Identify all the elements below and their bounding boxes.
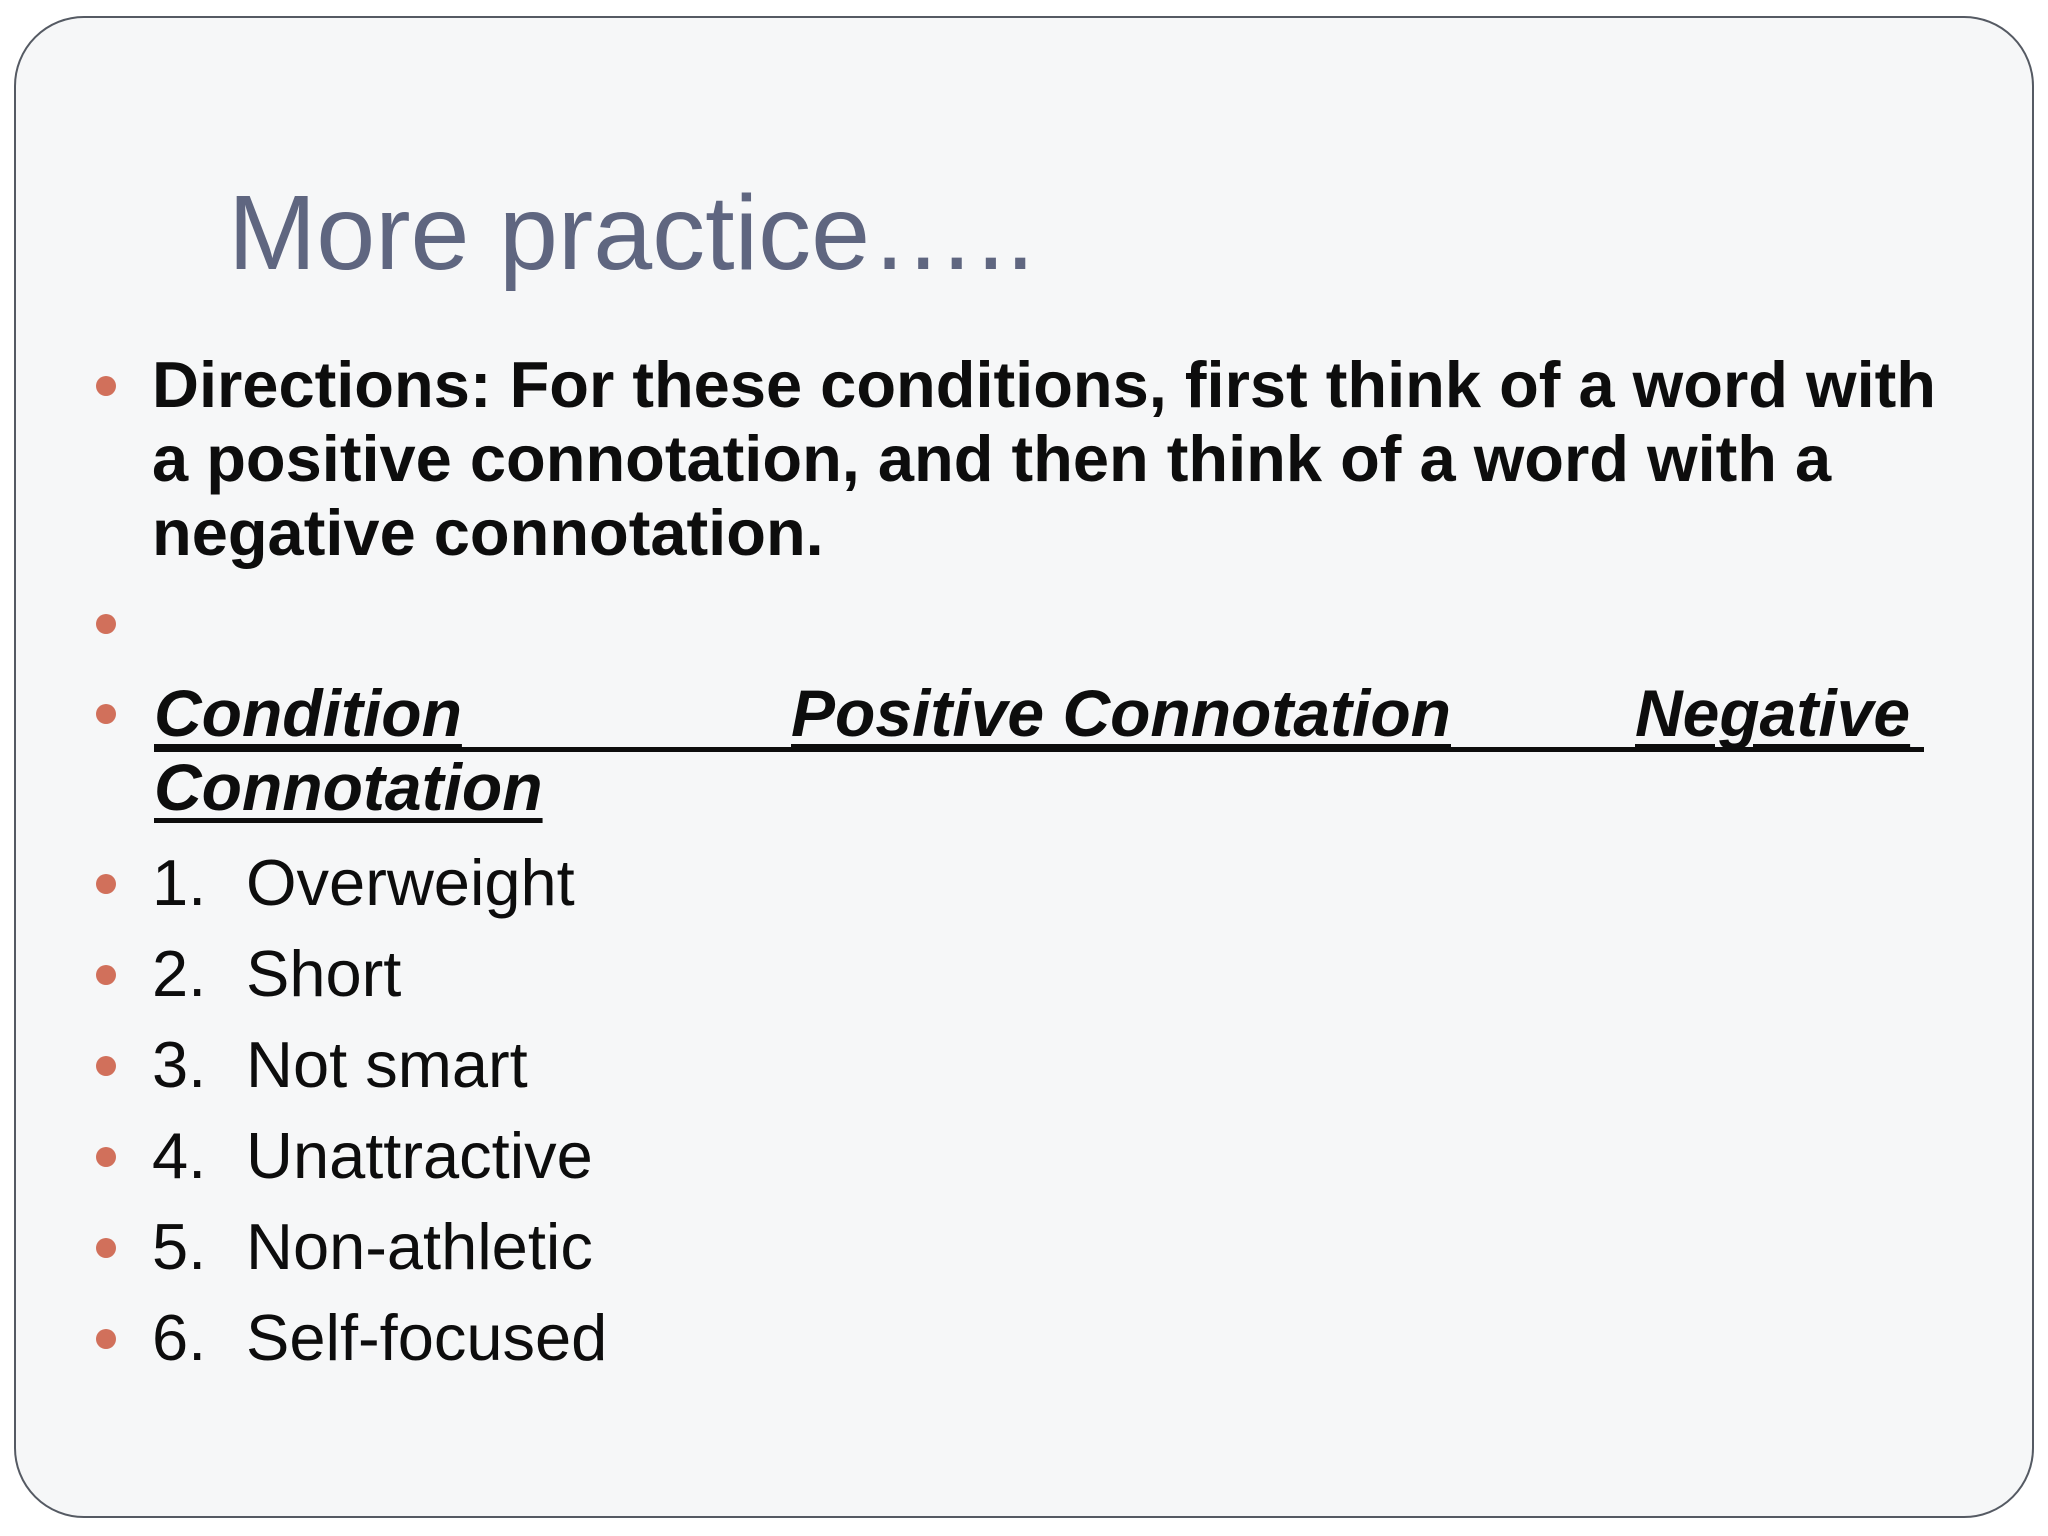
bullet-dot-icon [96, 1238, 116, 1258]
header-negative-continued: Connotation [154, 750, 543, 824]
bullet-dot-icon [96, 614, 116, 634]
bullet-dot-icon [96, 376, 116, 396]
bullet-dot-icon [96, 1056, 116, 1076]
bullet-dot-icon [96, 704, 116, 724]
item-label: Unattractive [246, 1119, 593, 1192]
item-number: 6. [152, 1301, 207, 1374]
bullet-dot-icon [96, 1329, 116, 1349]
bullet-dot-icon [96, 874, 116, 894]
item-label: Non-athletic [246, 1210, 593, 1283]
item-number: 3. [152, 1028, 207, 1101]
header-negative: Negative [1635, 676, 1911, 750]
item-number: 1. [152, 846, 207, 919]
table-header-bullet [16, 676, 2034, 826]
item-number: 4. [152, 1119, 207, 1192]
slide [14, 16, 2034, 1518]
item-label: Overweight [246, 846, 575, 919]
bullet-dot-icon [96, 1147, 116, 1167]
item-label: Not smart [246, 1028, 528, 1101]
bullet-dot-icon [96, 965, 116, 985]
item-label: Self-focused [246, 1301, 608, 1374]
slide-title: More practice….. [228, 174, 1036, 292]
header-condition: Condition [154, 676, 462, 750]
item-label: Short [246, 937, 402, 1010]
directions-text: Directions: For these conditions, first think of a word with a positive connotation, and then think of a word with a negative connotation. [152, 348, 1936, 569]
item-number: 2. [152, 937, 207, 1010]
item-number: 5. [152, 1210, 207, 1283]
header-positive-connotation: Positive Connotation [791, 676, 1451, 750]
